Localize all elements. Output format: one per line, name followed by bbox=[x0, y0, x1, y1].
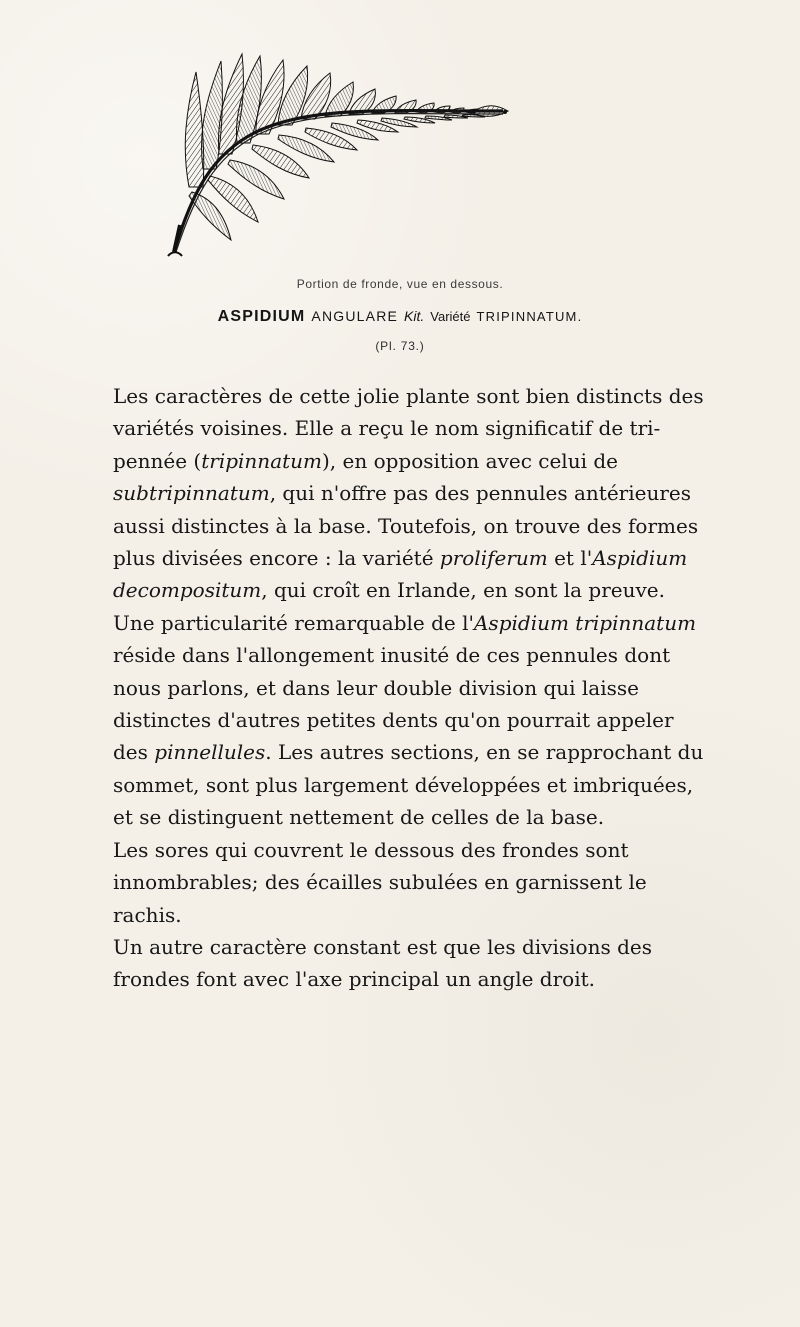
species-name: ANGULARE bbox=[311, 308, 399, 324]
species-title bbox=[0, 308, 800, 326]
paragraph-2: Une particularité remarquable de l'Aspidium tripinnatum réside dans l'allongement inusité de ces pennules dont nous parlons, et dans leur double division qui laisse distinctes d'autres petites dents qu'on pourrait appeler des pinnellules. Les autres sections, en se rapprochant du sommet, sont plus largement développées et imbriquées, et se distinguent nettement de celles de la base. bbox=[113, 610, 704, 830]
illustration-caption: Portion de fronde, vue en dessous. bbox=[296, 277, 504, 291]
paragraph-4: Un autre caractère constant est que les divisions des frondes font avec l'axe principal un angle droit. bbox=[113, 934, 652, 992]
genus-name: ASPIDIUM bbox=[217, 308, 306, 325]
frond-tip bbox=[474, 106, 508, 117]
description-text bbox=[113, 380, 713, 996]
fern-frond-illustration bbox=[158, 42, 512, 262]
plate-reference: (Pl. 73.) bbox=[375, 339, 425, 353]
variety-label: Variété bbox=[430, 309, 471, 324]
paragraph-3: Les sores qui couvrent le dessous des frondes sont innombrables; des écailles subulées en garnissent le rachis. bbox=[113, 837, 647, 927]
author-abbreviation: Kit. bbox=[404, 308, 425, 324]
paragraph-1: Les caractères de cette jolie plante sont bien distincts des variétés voisines. Elle a reçu le nom significatif de tri-pennée (tripinnatum), en opposition avec celui de subtripinnatum, qui n'offre pas des pennules antérieures aussi distinctes à la base. Toutefois, on trouve des formes plus divisées encore : la variété proliferum et l'Aspidium decompositum, qui croît en Irlande, en sont la preuve. bbox=[113, 384, 704, 603]
variety-name: TRIPINNATUM. bbox=[476, 309, 583, 324]
upper-pinnae bbox=[185, 54, 478, 187]
